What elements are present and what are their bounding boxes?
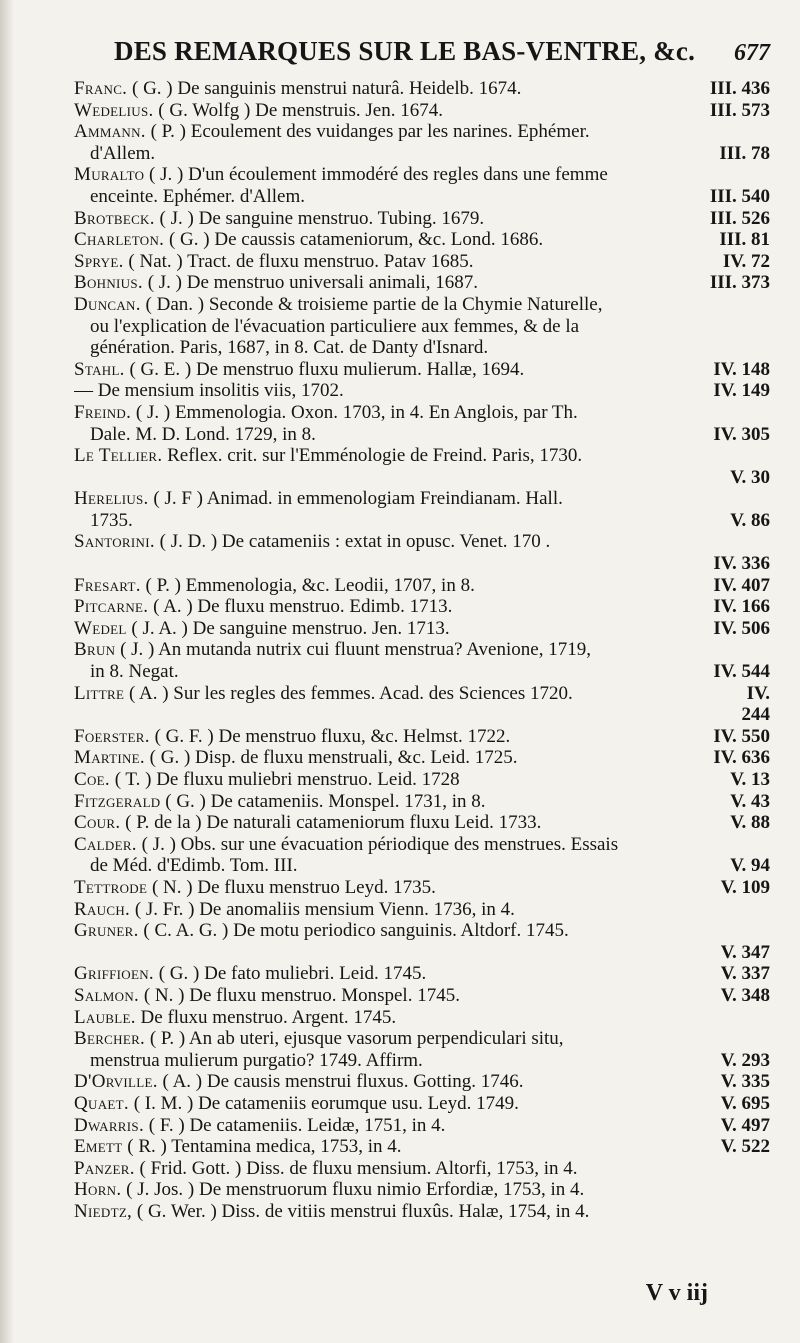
bibliography-entry bbox=[74, 100, 770, 122]
entry-text bbox=[74, 380, 344, 402]
entry-author: Griffioen. bbox=[74, 963, 154, 985]
entry-title: ( J. ) De sanguine menstruo. Tubing. 1679. bbox=[154, 207, 485, 229]
volume-page-reference: III. 436 bbox=[709, 78, 770, 99]
entry-text bbox=[74, 834, 618, 856]
volume-page-reference: V. 88 bbox=[730, 812, 770, 834]
entry-author: Panzer. bbox=[74, 1157, 135, 1179]
entry-line bbox=[74, 963, 770, 985]
entry-title: ( G. ) De fato muliebri. Leid. 1745. bbox=[153, 963, 427, 985]
entry-line bbox=[74, 1115, 770, 1137]
entry-line bbox=[74, 704, 770, 726]
entry-title: ( Dan. ) Seconde & troisieme partie de la Chymie Naturelle, bbox=[140, 293, 603, 315]
entry-text bbox=[74, 1115, 445, 1137]
entry-text bbox=[74, 639, 591, 661]
bibliography-entry bbox=[74, 251, 770, 273]
entry-text bbox=[74, 683, 573, 705]
bibliography-entry bbox=[74, 639, 770, 682]
entry-line bbox=[74, 1071, 770, 1093]
entry-line bbox=[74, 661, 770, 683]
bibliography-entry bbox=[74, 229, 770, 251]
entry-line bbox=[74, 445, 770, 467]
entry-line bbox=[74, 208, 770, 230]
volume-page-reference: V. 337 bbox=[720, 963, 770, 985]
entry-title: ( J. ) De menstruo universali animali, 1687. bbox=[142, 272, 479, 294]
entry-text bbox=[74, 100, 443, 122]
entry-title: ( Frid. Gott. ) Diss. de fluxu mensium. Altorfi, 1753, in 4. bbox=[134, 1157, 578, 1179]
volume-page-reference: V. 347 bbox=[720, 941, 770, 963]
volume-page-reference: V. 13 bbox=[730, 769, 770, 790]
entry-text bbox=[74, 877, 436, 899]
entry-title: ( G. E. ) De menstruo fluxu mulierum. Hallæ, 1694. bbox=[124, 358, 525, 380]
entry-title: ( J. ) Obs. sur une évacuation périodique des menstrues. Essais bbox=[136, 833, 619, 855]
entry-line bbox=[74, 78, 770, 100]
bibliography-entry bbox=[74, 596, 770, 618]
entry-title: enceinte. Ephémer. d'Allem. bbox=[90, 185, 305, 207]
entry-line bbox=[74, 1007, 770, 1029]
entry-author: Charleton. bbox=[74, 229, 165, 251]
entry-line bbox=[74, 1136, 770, 1158]
bibliography-entry bbox=[74, 1136, 770, 1158]
entry-author: Coe. bbox=[74, 769, 110, 790]
entry-title: ( I. M. ) De catameniis eorumque usu. Leyd. 1749. bbox=[128, 1092, 519, 1114]
volume-page-reference: III. 78 bbox=[719, 142, 770, 164]
entry-line bbox=[74, 596, 770, 618]
volume-page-reference: V. 348 bbox=[720, 984, 770, 1006]
bibliography-entry bbox=[74, 78, 770, 100]
volume-page-reference: V. 109 bbox=[720, 876, 770, 898]
bibliography-entry bbox=[74, 618, 770, 640]
volume-page-reference: IV. 148 bbox=[713, 358, 770, 380]
bibliography-entry bbox=[74, 488, 770, 531]
entry-text bbox=[90, 143, 155, 165]
entry-text bbox=[74, 791, 486, 813]
entry-line bbox=[74, 791, 770, 813]
entry-title: ( J. F ) Animad. in emmenologiam Freindianam. Hall. bbox=[148, 488, 563, 510]
volume-page-reference: III. 526 bbox=[709, 207, 770, 229]
entry-author: Sprye. bbox=[74, 250, 124, 272]
entry-text bbox=[74, 208, 484, 230]
running-title: DES REMARQUES SUR LE BAS-VENTRE, &c. bbox=[114, 36, 696, 66]
bibliography-entry bbox=[74, 164, 770, 207]
bibliography-entry bbox=[74, 294, 770, 359]
bibliography-entry bbox=[74, 769, 770, 791]
entry-line bbox=[74, 359, 770, 381]
volume-page-reference: IV. 336 bbox=[713, 553, 770, 575]
entry-text bbox=[90, 186, 305, 208]
volume-page-reference: IV. 544 bbox=[713, 661, 770, 683]
entry-title: ( J. D. ) De catameniis : extat in opusc. Venet. 170 . bbox=[154, 531, 551, 553]
bibliography-entry bbox=[74, 359, 770, 381]
entry-line bbox=[74, 337, 770, 359]
entry-author: Pitcarne. bbox=[74, 596, 149, 618]
entry-title: menstrua mulierum purgatio? 1749. Affirm. bbox=[90, 1049, 423, 1071]
entry-text bbox=[74, 488, 563, 510]
entry-text bbox=[74, 121, 590, 143]
bibliography-entry bbox=[74, 380, 770, 402]
entry-line bbox=[74, 639, 770, 661]
volume-page-reference: V. 293 bbox=[720, 1049, 770, 1071]
entry-author: Wedel bbox=[74, 617, 127, 639]
entry-title: ( J. Jos. ) De menstruorum fluxu nimio Erfordiæ, 1753, in 4. bbox=[121, 1179, 585, 1201]
page-gutter-shadow bbox=[0, 0, 14, 1343]
entry-title: ( N. ) De fluxu menstruo Leyd. 1735. bbox=[147, 876, 436, 898]
signature-mark: V v iij bbox=[645, 1280, 708, 1306]
bibliography-entry bbox=[74, 791, 770, 813]
entry-title: ( P. ) Emmenologia, &c. Leodii, 1707, in 8. bbox=[140, 574, 475, 596]
volume-page-reference: III. 373 bbox=[709, 272, 770, 294]
entry-author: Martine. bbox=[74, 747, 145, 769]
entry-line bbox=[74, 164, 770, 186]
entry-line bbox=[74, 424, 770, 446]
entry-author: Stahl. bbox=[74, 358, 125, 380]
volume-page-reference: IV. 506 bbox=[713, 617, 770, 639]
entry-text bbox=[74, 726, 510, 748]
volume-page-reference: IV. 149 bbox=[713, 380, 770, 402]
bibliography-entry bbox=[74, 683, 770, 726]
entry-text bbox=[74, 251, 474, 273]
entry-line bbox=[74, 121, 770, 143]
entry-author: Emett bbox=[74, 1136, 123, 1158]
entry-text bbox=[74, 618, 450, 640]
entry-author: Gruner. bbox=[74, 920, 139, 942]
entry-line bbox=[74, 1028, 770, 1050]
volume-page-reference: IV. bbox=[746, 682, 770, 704]
entry-line bbox=[74, 467, 770, 489]
entry-author: Brotbeck. bbox=[74, 207, 155, 229]
entry-title: ( T. ) De fluxu muliebri menstruo. Leid. 1728 bbox=[109, 769, 460, 790]
entry-text bbox=[74, 985, 460, 1007]
entry-text bbox=[74, 78, 521, 100]
entry-text bbox=[74, 164, 608, 186]
bibliography-entry bbox=[74, 877, 770, 899]
entry-text bbox=[74, 1093, 519, 1115]
entry-text bbox=[90, 424, 316, 446]
entry-line bbox=[74, 747, 770, 769]
entry-line bbox=[74, 186, 770, 208]
entry-author: Salmon. bbox=[74, 984, 140, 1006]
entry-title: génération. Paris, 1687, in 8. Cat. de Danty d'Isnard. bbox=[90, 337, 489, 359]
entry-author: Horn. bbox=[74, 1179, 122, 1201]
volume-page-reference: 244 bbox=[741, 704, 770, 726]
volume-page-reference: IV. 407 bbox=[713, 574, 770, 596]
entry-text bbox=[74, 747, 517, 769]
entry-line bbox=[74, 272, 770, 294]
entry-author: Littre bbox=[74, 682, 125, 704]
entry-title: ( P. de la ) De naturali catameniorum fluxu Leid. 1733. bbox=[120, 812, 542, 834]
entry-author: Wedelius. bbox=[74, 99, 154, 121]
entry-line bbox=[74, 834, 770, 856]
entry-title: ( J. A. ) De sanguine menstruo. Jen. 1713. bbox=[126, 617, 450, 639]
volume-page-reference: III. 81 bbox=[719, 229, 770, 251]
entry-author: Tettrode bbox=[74, 876, 148, 898]
entry-text bbox=[74, 1007, 396, 1029]
entry-text bbox=[74, 920, 569, 942]
entry-author: Niedtz, bbox=[74, 1200, 133, 1222]
volume-page-reference: V. 497 bbox=[720, 1114, 770, 1136]
bibliography-entry bbox=[74, 208, 770, 230]
entry-line bbox=[74, 143, 770, 165]
entry-text bbox=[74, 812, 541, 834]
entry-title: Reflex. crit. sur l'Emménologie de Freind. Paris, 1730. bbox=[162, 445, 583, 467]
entry-line bbox=[74, 1179, 770, 1201]
volume-page-reference: IV. 636 bbox=[713, 747, 770, 769]
bibliography-entry bbox=[74, 1007, 770, 1029]
entry-line bbox=[74, 251, 770, 273]
entry-line bbox=[74, 510, 770, 532]
bibliography-entry bbox=[74, 726, 770, 748]
entry-author: Lauble. bbox=[74, 1006, 136, 1028]
entry-title: Dale. M. D. Lond. 1729, in 8. bbox=[90, 423, 316, 445]
entry-title: ( A. ) Sur les regles des femmes. Acad. des Sciences 1720. bbox=[124, 682, 573, 704]
entry-text bbox=[74, 1028, 564, 1050]
entry-text bbox=[74, 1071, 524, 1093]
entry-author: Fitzgerald bbox=[74, 790, 161, 812]
entry-line bbox=[74, 531, 770, 553]
volume-page-reference: IV. 72 bbox=[722, 250, 770, 272]
volume-page-reference: V. 30 bbox=[730, 466, 770, 488]
entry-author: D'Orville. bbox=[74, 1071, 158, 1093]
entry-line bbox=[74, 553, 770, 575]
bibliography-entry bbox=[74, 1201, 770, 1223]
bibliography-entry bbox=[74, 1071, 770, 1093]
volume-page-reference: V. 522 bbox=[720, 1136, 770, 1158]
entry-author: Franc. bbox=[74, 78, 128, 99]
entry-title: in 8. Negat. bbox=[90, 661, 179, 683]
entry-text bbox=[90, 855, 298, 877]
entry-title: ( N. ) De fluxu menstruo. Monspel. 1745. bbox=[139, 984, 460, 1006]
entry-text bbox=[74, 359, 524, 381]
entry-text bbox=[90, 1050, 423, 1072]
volume-page-reference: III. 573 bbox=[709, 99, 770, 121]
entry-author: Rauch. bbox=[74, 898, 131, 920]
entry-text bbox=[90, 510, 133, 532]
entry-line bbox=[74, 855, 770, 877]
entry-title: ( G. F. ) De menstruo fluxu, &c. Helmst. 1722. bbox=[149, 725, 511, 747]
entry-text bbox=[74, 963, 426, 985]
volume-page-reference: IV. 305 bbox=[713, 423, 770, 445]
entry-title: d'Allem. bbox=[90, 142, 156, 164]
volume-page-reference: V. 335 bbox=[720, 1071, 770, 1093]
volume-page-reference: V. 86 bbox=[730, 509, 770, 531]
entry-text bbox=[90, 661, 179, 683]
bibliography-entry bbox=[74, 1179, 770, 1201]
entry-title: ( C. A. G. ) De motu periodico sanguinis. Altdorf. 1745. bbox=[138, 920, 569, 942]
entry-title: ( J. ) Emmenologia. Oxon. 1703, in 4. En Anglois, par Th. bbox=[131, 401, 578, 423]
entry-line bbox=[74, 316, 770, 338]
entry-text bbox=[74, 272, 478, 294]
entry-title: ( J. ) D'un écoulement immodéré des regles dans une femme bbox=[144, 164, 608, 186]
entry-title: — De mensium insolitis viis, 1702. bbox=[74, 380, 344, 402]
entry-title: ( G. ) De sanguinis menstrui naturâ. Heidelb. 1674. bbox=[127, 78, 522, 99]
volume-page-reference: IV. 550 bbox=[713, 725, 770, 747]
entry-author: Santorini. bbox=[74, 531, 155, 553]
entry-author: Fresart. bbox=[74, 574, 141, 596]
entry-line bbox=[74, 683, 770, 705]
entry-author: Quaet. bbox=[74, 1092, 129, 1114]
entry-text bbox=[74, 1201, 589, 1223]
bibliography-entry bbox=[74, 1028, 770, 1071]
bibliography-entry bbox=[74, 920, 770, 963]
entry-author: Dwarris. bbox=[74, 1114, 144, 1136]
entry-line bbox=[74, 1201, 770, 1223]
entry-author: Foerster. bbox=[74, 725, 150, 747]
entry-text bbox=[74, 575, 475, 597]
entry-author: Cour. bbox=[74, 812, 121, 834]
volume-page-reference: V. 94 bbox=[730, 855, 770, 877]
bibliography-entry bbox=[74, 963, 770, 985]
entry-title: ( G. Wolfg ) De menstruis. Jen. 1674. bbox=[153, 99, 443, 121]
entry-line bbox=[74, 1158, 770, 1180]
entry-title: de Méd. d'Edimb. Tom. III. bbox=[90, 855, 298, 877]
volume-page-reference: V. 695 bbox=[720, 1092, 770, 1114]
entry-author: Duncan. bbox=[74, 293, 141, 315]
entry-author: Bercher. bbox=[74, 1028, 146, 1050]
entry-text bbox=[74, 402, 578, 424]
bibliography-entry bbox=[74, 834, 770, 877]
entry-author: Freind. bbox=[74, 401, 132, 423]
entry-text bbox=[90, 337, 488, 359]
volume-page-reference: IV. 166 bbox=[713, 596, 770, 618]
entry-title: ( P. ) Ecoulement des vuidanges par les narines. Ephémer. bbox=[145, 121, 590, 143]
entry-title: ( F. ) De catameniis. Leidæ, 1751, in 4. bbox=[144, 1114, 446, 1136]
entry-title: ( J. ) An mutanda nutrix cui fluunt menstrua? Avenione, 1719, bbox=[115, 639, 591, 661]
entry-author: Brun bbox=[74, 639, 116, 661]
entry-line bbox=[74, 294, 770, 316]
bibliography-entry bbox=[74, 402, 770, 445]
entry-text bbox=[74, 899, 515, 921]
page-header bbox=[114, 36, 770, 76]
entry-author: Muralto bbox=[74, 164, 145, 186]
entry-title: ( G. ) De caussis catameniorum, &c. Lond. 1686. bbox=[164, 229, 544, 251]
entry-title: ( Nat. ) Tract. de fluxu menstruo. Patav 1685. bbox=[123, 250, 474, 272]
volume-page-reference: V. 43 bbox=[730, 790, 770, 812]
bibliography-entry bbox=[74, 1093, 770, 1115]
entry-line bbox=[74, 899, 770, 921]
entry-title: ( R. ) Tentamina medica, 1753, in 4. bbox=[122, 1136, 402, 1158]
entry-line bbox=[74, 575, 770, 597]
entry-title: ou l'explication de l'évacuation particuliere aux femmes, & de la bbox=[90, 315, 580, 337]
entry-line bbox=[74, 1050, 770, 1072]
entry-title: ( G. Wer. ) Diss. de vitiis menstrui fluxûs. Halæ, 1754, in 4. bbox=[132, 1200, 590, 1222]
bibliography-entry bbox=[74, 1158, 770, 1180]
entry-title: ( A. ) De fluxu menstruo. Edimb. 1713. bbox=[148, 596, 453, 618]
bibliography-entry bbox=[74, 747, 770, 769]
entry-text bbox=[74, 596, 452, 618]
entry-title: ( G. ) De catameniis. Monspel. 1731, in 8. bbox=[160, 790, 486, 812]
entry-line bbox=[74, 726, 770, 748]
entry-text bbox=[74, 1179, 584, 1201]
entry-line bbox=[74, 920, 770, 942]
entry-author: Le Tellier. bbox=[74, 445, 163, 467]
entry-line bbox=[74, 942, 770, 964]
bibliography-entry bbox=[74, 272, 770, 294]
entry-line bbox=[74, 100, 770, 122]
bibliography-entry bbox=[74, 1115, 770, 1137]
entry-author: Calder. bbox=[74, 833, 137, 855]
entry-line bbox=[74, 380, 770, 402]
entry-text bbox=[90, 316, 579, 338]
entry-line bbox=[74, 877, 770, 899]
entry-author: Bohnius. bbox=[74, 272, 143, 294]
entry-line bbox=[74, 488, 770, 510]
bibliography-entry bbox=[74, 899, 770, 921]
page-number: 677 bbox=[734, 40, 770, 66]
entry-title: ( P. ) An ab uteri, ejusque vasorum perpendiculari situ, bbox=[145, 1028, 564, 1050]
entry-line bbox=[74, 812, 770, 834]
entry-line bbox=[74, 229, 770, 251]
entry-line bbox=[74, 985, 770, 1007]
entry-line bbox=[74, 618, 770, 640]
entry-text bbox=[74, 1136, 402, 1158]
entry-line bbox=[74, 769, 770, 791]
entry-text bbox=[74, 1158, 578, 1180]
bibliography-entry bbox=[74, 812, 770, 834]
bibliography-entry bbox=[74, 575, 770, 597]
bibliography-entry bbox=[74, 985, 770, 1007]
entry-author: Herelius. bbox=[74, 488, 149, 510]
entry-text bbox=[74, 531, 550, 553]
entry-text bbox=[74, 294, 602, 316]
entry-title: ( G. ) Disp. de fluxu menstruali, &c. Leid. 1725. bbox=[144, 747, 518, 769]
entry-title: De fluxu menstruo. Argent. 1745. bbox=[135, 1006, 397, 1028]
bibliography-entry bbox=[74, 121, 770, 164]
bibliography-entry bbox=[74, 531, 770, 574]
entry-author: Ammann. bbox=[74, 121, 146, 143]
entry-line bbox=[74, 1093, 770, 1115]
entry-title: ( J. Fr. ) De anomaliis mensium Vienn. 1736, in 4. bbox=[130, 898, 515, 920]
entry-text bbox=[74, 229, 543, 251]
entry-title: ( A. ) De causis menstrui fluxus. Gotting. 1746. bbox=[157, 1071, 524, 1093]
volume-page-reference: III. 540 bbox=[709, 185, 770, 207]
entry-line bbox=[74, 402, 770, 424]
bibliography-list bbox=[74, 78, 770, 1222]
entry-title: 1735. bbox=[90, 509, 133, 531]
bibliography-entry bbox=[74, 445, 770, 488]
entry-text bbox=[74, 769, 460, 791]
entry-text bbox=[74, 445, 582, 467]
